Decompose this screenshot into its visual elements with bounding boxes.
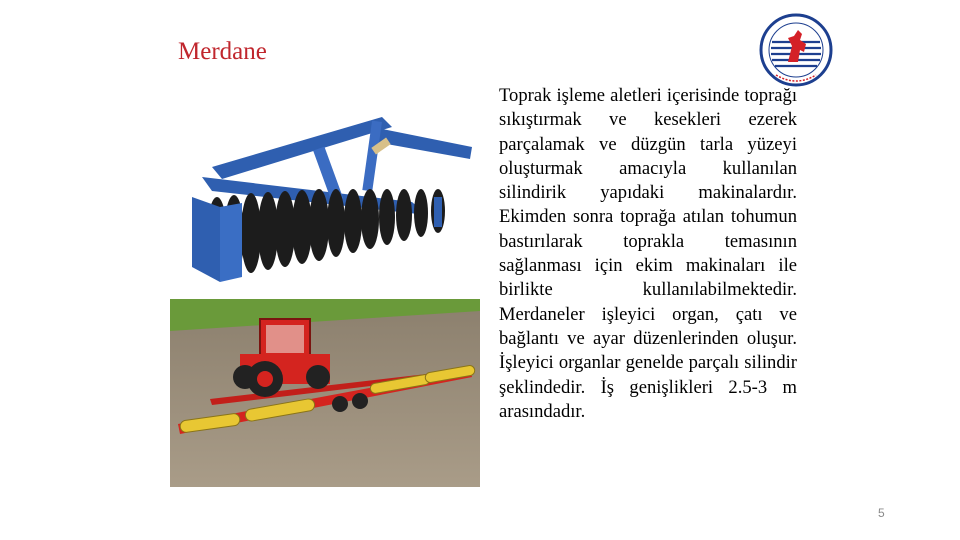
body-paragraph: Toprak işleme aletleri içerisinde toprağı sıkıştırmak ve kesekleri ezerek parçalamak ve düzgün tarla yüzeyi oluşturmak amacıyla kullanılan silindirik yapıdaki makinalardır. Ekimden sonra toprağa atılan tohumun bastırılarak toprakla temasının sağlanması için ekim makinaları ile birlikte kullanılabilmektedir. Merdaneler işleyici organ, çatı ve bağlantı ve ayar düzenlerinden oluşur. İşleyici organlar genelde parçalı silindir şeklindedir. İş genişlikleri 2.5-3 m arasındadır.: [499, 85, 797, 422]
university-logo: [758, 12, 834, 88]
slide-title: Merdane: [178, 38, 267, 65]
blue-roller-image: [172, 107, 480, 297]
tractor-roller-image: [170, 299, 480, 487]
page-number: 5: [878, 506, 885, 520]
